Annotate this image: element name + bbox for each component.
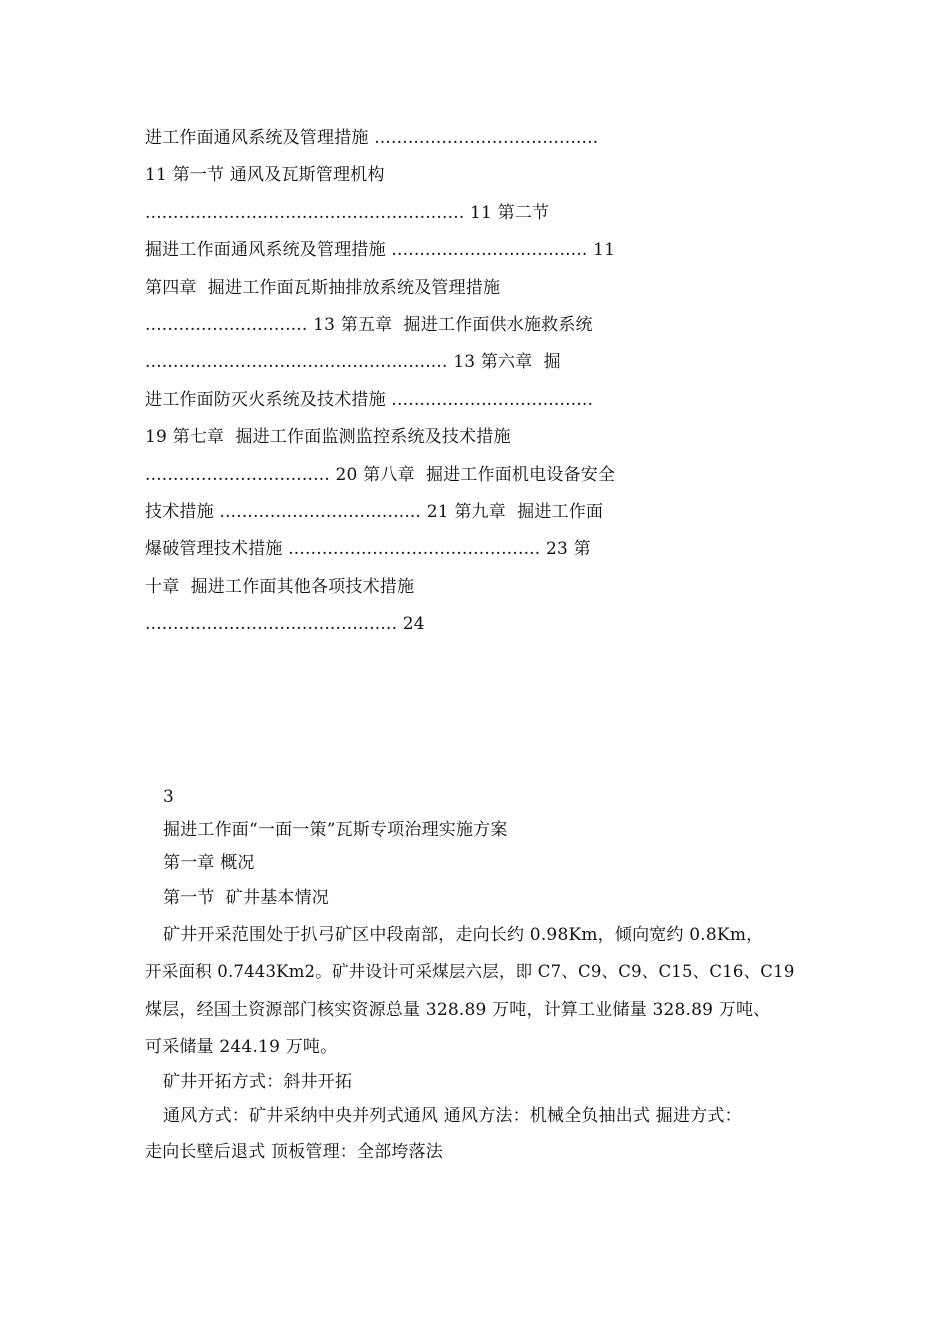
development-method-line: 矿井开拓方式：斜井开拓 [163,1072,353,1092]
toc-line: ............................................. 24 [145,614,425,634]
toc-line: 19 第七章 掘进工作面监测监控系统及技术措施 [145,427,511,447]
toc-line: 第四章 掘进工作面瓦斯抽排放系统及管理措施 [145,278,501,298]
toc-line: ...................................................... 13 第六章 掘 [145,352,561,372]
toc-line: 进工作面防灭火系统及技术措施 .................................... [145,390,594,410]
toc-line: 爆破管理技术措施 ............................................. 23 第 [145,539,591,559]
page-number: 3 [163,787,175,807]
section-heading: 第一节 矿井基本情况 [163,888,330,908]
body-paragraph-line: 矿井开采范围处于扒弓矿区中段南部，走向长约 0.98Km，倾向宽约 0.8Km， [163,925,764,945]
body-paragraph-line: 煤层，经国土资源部门核实资源总量 328.89 万吨，计算工业储量 328.89 万吨、 [145,1000,771,1020]
toc-line: ......................................................... 11 第二节 [145,203,550,223]
body-paragraph-line: 可采储量 244.19 万吨。 [145,1037,338,1057]
ventilation-line: 通风方式：矿井采纳中央并列式通风 通风方法：机械全负抽出式 掘进方式： [163,1106,742,1126]
toc-line: 进工作面通风系统及管理措施 ........................................ [145,128,599,148]
chapter-heading: 第一章 概况 [163,853,255,873]
ventilation-line: 走向长壁后退式 顶板管理：全部垮落法 [145,1142,444,1162]
toc-line: ................................. 20 第八章 掘进工作面机电设备安全 [145,465,616,485]
document-title: 掘进工作面“一面一策”瓦斯专项治理实施方案 [163,820,508,840]
toc-line: 十章 掘进工作面其他各项技术措施 [145,577,415,597]
toc-line: 11 第一节 通风及瓦斯管理机构 [145,165,385,185]
toc-line: ............................. 13 第五章 掘进工作面供水施救系统 [145,315,593,335]
toc-line: 技术措施 .................................... 21 第九章 掘进工作面 [145,502,604,522]
toc-line: 掘进工作面通风系统及管理措施 ................................... 11 [145,240,616,260]
body-paragraph-line: 开采面积 0.7443Km2。矿井设计可采煤层六层，即 C7、C9、C9、C15、C16、C19 [145,962,795,981]
